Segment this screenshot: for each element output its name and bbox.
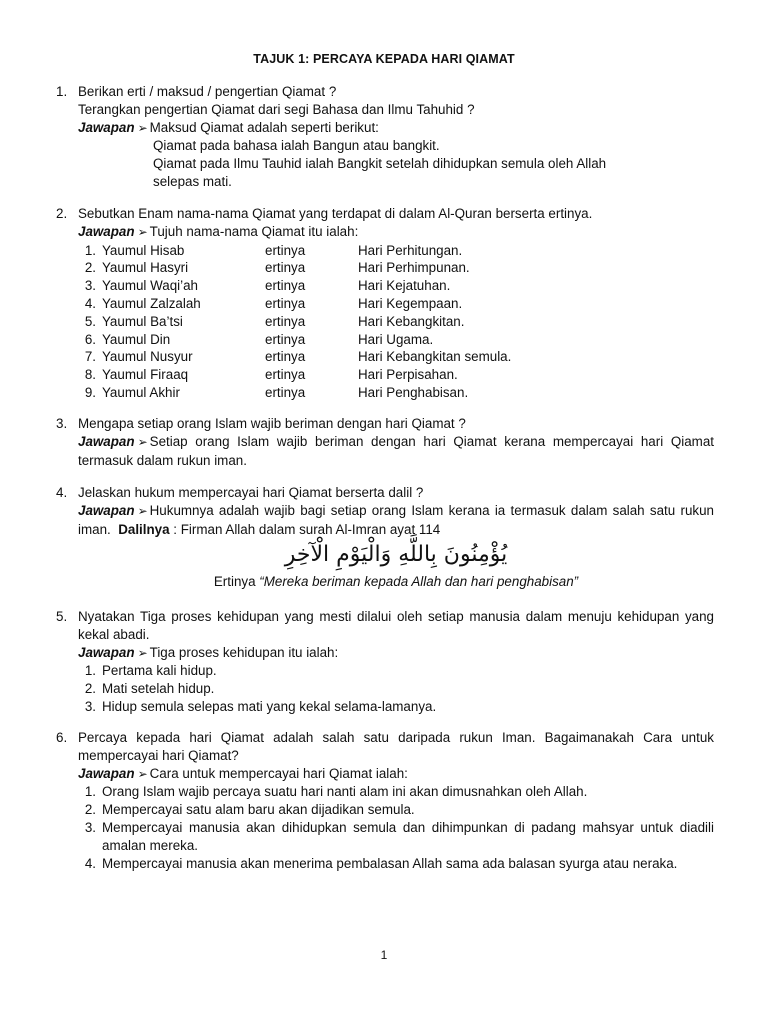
- list-item: 6. Yaumul Din ertinya Hari Ugama.: [84, 331, 434, 347]
- answer-intro: Maksud Qiamat adalah seperti berikut:: [149, 119, 379, 135]
- verse-translation: Ertinya “Mereka beriman kepada Allah dan hari penghabisan”: [213, 574, 579, 590]
- list-item: 1. Yaumul Hisab ertinya Hari Perhitungan.: [84, 242, 463, 258]
- list-item: 3. Mempercayai manusia akan dihidupkan semula dan dihimpunkan di padang mahsyar untuk diadili amalan mereka.: [84, 819, 714, 853]
- answer-intro: Tujuh nama-nama Qiamat itu ialah:: [149, 223, 359, 239]
- answer-text: Qiamat pada Ilmu Tauhid ialah Bangkit setelah dihidupkan semula oleh Allah: [153, 156, 607, 172]
- question-4: [56, 484, 714, 591]
- answer-line: [78, 223, 714, 242]
- dalil-text: : Firman Allah dalam surah Al-Imran ayat 114: [173, 521, 441, 537]
- answer-line: [78, 433, 714, 470]
- answer-line: [78, 119, 714, 138]
- list-item: 9. Yaumul Akhir ertinya Hari Penghabisan.: [84, 384, 469, 400]
- answer-label: Jawapan: [78, 644, 135, 660]
- list-item: 3. Hidup semula selepas mati yang kekal selama-lamanya.: [84, 698, 437, 714]
- question-text: Jelaskan hukum mempercayai hari Qiamat berserta dalil ?: [78, 485, 424, 500]
- question-6: [56, 729, 714, 872]
- answer-text: Setiap orang Islam wajib beriman dengan hari Qiamat kerana mempercayai hari Qiamat termasuk dalam rukun iman.: [78, 433, 714, 468]
- arrow-bullet-icon: ➢: [137, 645, 148, 660]
- page-number: 1: [380, 948, 388, 962]
- list-item: 2. Yaumul Hasyri ertinya Hari Perhimpunan.: [84, 260, 470, 276]
- answer-line: [78, 502, 714, 539]
- list-item: 1. Pertama kali hidup.: [84, 663, 217, 679]
- list-item: 5. Yaumul Ba’tsi ertinya Hari Kebangkitan.: [84, 313, 465, 329]
- question-3: [56, 415, 714, 469]
- answer-intro: Cara untuk mempercayai hari Qiamat ialah:: [149, 765, 408, 781]
- question-number: 4.: [56, 485, 68, 500]
- question-text: Berikan erti / maksud / pengertian Qiamat ?: [78, 84, 337, 99]
- list-item: 7. Yaumul Nusyur ertinya Hari Kebangkitan semula.: [84, 349, 512, 365]
- answer-text: Qiamat pada bahasa ialah Bangun atau bangkit.: [153, 138, 440, 154]
- list-item: 2. Mati setelah hidup.: [84, 681, 215, 697]
- arabic-verse: يُؤْمِنُونَ بِاللَّهِ وَالْيَوْمِ الْآخِرِ: [284, 542, 508, 568]
- page-title: TAJUK 1: PERCAYA KEPADA HARI QIAMAT: [253, 52, 515, 66]
- list-item: 8. Yaumul Firaaq ertinya Hari Perpisahan.: [84, 367, 458, 383]
- answer-text: Hukumnya adalah wajib bagi setiap orang Islam kerana ia termasuk dalam salah satu rukun iman.: [78, 502, 714, 537]
- answer-label: Jawapan: [78, 119, 135, 135]
- answer-text: selepas mati.: [153, 173, 232, 189]
- question-text: Percaya kepada hari Qiamat adalah salah satu daripada rukun Iman. Bagaimanakah Cara untuk mempercayai hari Qiamat?: [78, 730, 714, 763]
- list-item: 4. Mempercayai manusia akan menerima pembalasan Allah sama ada balasan syurga atau neraka.: [84, 855, 678, 871]
- arrow-bullet-icon: ➢: [137, 224, 148, 239]
- list-item: 2. Mempercayai satu alam baru akan dijadikan semula.: [84, 802, 415, 818]
- question-number: 1.: [56, 84, 68, 99]
- answer-line: [78, 644, 714, 663]
- life-process-list: [56, 662, 714, 715]
- list-item: 4. Yaumul Zalzalah ertinya Hari Kegempaan.: [84, 295, 463, 311]
- list-item: 1. Orang Islam wajib percaya suatu hari nanti alam ini akan dimusnahkan oleh Allah.: [84, 784, 588, 800]
- question-5: [56, 608, 714, 716]
- question-text: Terangkan pengertian Qiamat dari segi Bahasa dan Ilmu Tahuhid ?: [78, 101, 475, 117]
- question-number: 5.: [56, 609, 68, 624]
- belief-method-list: [56, 783, 714, 872]
- question-number: 2.: [56, 206, 68, 221]
- answer-label: Jawapan: [78, 765, 135, 781]
- qiamat-names-list: [56, 242, 714, 402]
- arrow-bullet-icon: ➢: [137, 766, 148, 781]
- answer-label: Jawapan: [78, 502, 135, 518]
- answer-line: [78, 765, 714, 784]
- dalil-label: Dalilnya: [118, 521, 170, 537]
- question-1: [56, 83, 714, 191]
- answer-label: Jawapan: [78, 433, 135, 449]
- question-2: [56, 205, 714, 402]
- arrow-bullet-icon: ➢: [137, 120, 148, 135]
- question-text: Mengapa setiap orang Islam wajib beriman dengan hari Qiamat ?: [78, 416, 466, 431]
- answer-intro: Tiga proses kehidupan itu ialah:: [149, 644, 339, 660]
- arrow-bullet-icon: ➢: [137, 503, 148, 518]
- question-number: 3.: [56, 416, 68, 431]
- arrow-bullet-icon: ➢: [137, 434, 148, 449]
- question-text: Sebutkan Enam nama-nama Qiamat yang terdapat di dalam Al-Quran berserta ertinya.: [78, 206, 593, 221]
- answer-label: Jawapan: [78, 223, 135, 239]
- question-number: 6.: [56, 730, 68, 745]
- question-text: Nyatakan Tiga proses kehidupan yang mesti dilalui oleh setiap manusia dalam menuju kehidupan yang kekal abadi.: [78, 609, 714, 642]
- list-item: 3. Yaumul Waqi’ah ertinya Hari Kejatuhan.: [84, 278, 451, 294]
